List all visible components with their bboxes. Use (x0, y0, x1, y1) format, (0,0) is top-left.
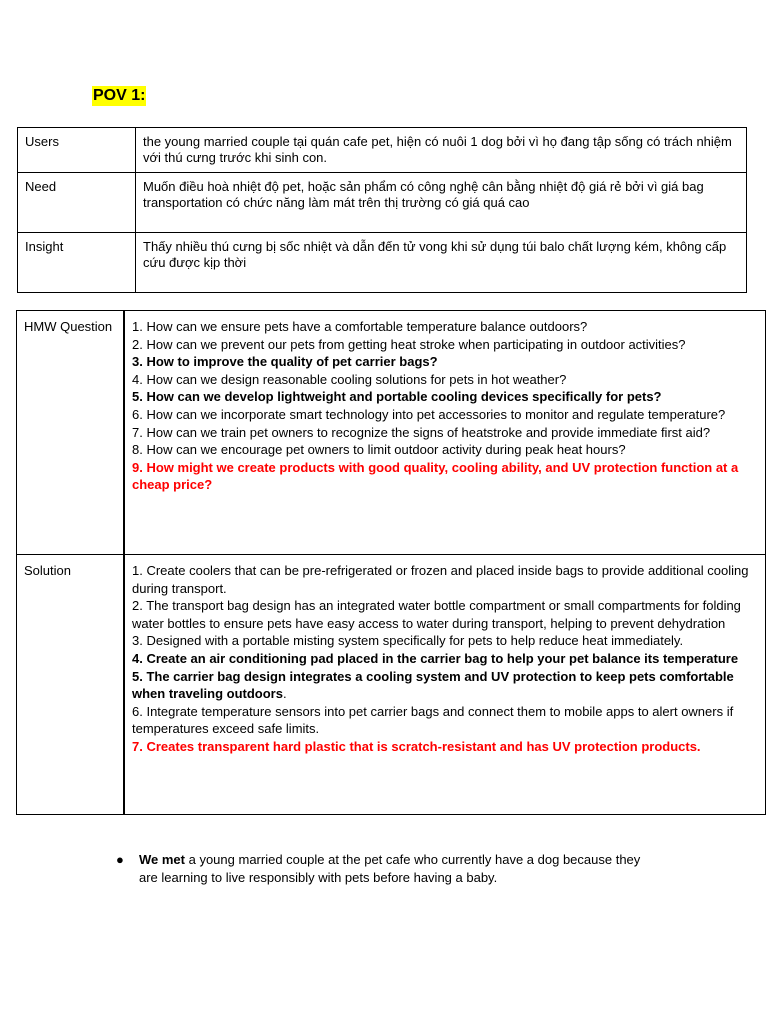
table-row-insight (18, 233, 747, 293)
hmw-item-1: 1. How can we ensure pets have a comfortable temperature balance outdoors? (132, 319, 588, 334)
hmw-solution-table (16, 310, 766, 815)
solution-item-2: 2. The transport bag design has an integrated water bottle compartment or small compartments for folding water bottles to ensure pets have easy access to water during transport, helping to prevent dehydration (132, 598, 741, 631)
hmw-label: HMW Question (17, 311, 125, 555)
bullet-body: a young married couple at the pet cafe who currently have a dog because they are learning to live responsibly with pets before having a baby. (139, 852, 641, 885)
pov-title: POV 1: (93, 87, 146, 104)
hmw-item-8: 8. How can we encourage pet owners to limit outdoor activity during peak heat hours? (132, 442, 626, 458)
table-row-need (18, 173, 747, 233)
hmw-item-9: 9. How might we create products with good quality, cooling ability, and UV protection function at a cheap price? (132, 459, 739, 493)
solution-label: Solution (17, 555, 125, 815)
pov-table (17, 127, 747, 293)
hmw-item-4: 4. How can we design reasonable cooling solutions for pets in hot weather? (132, 371, 567, 387)
solution-item-1: 1. Create coolers that can be pre-refrigerated or frozen and placed inside bags to provide additional cooling during transport. (132, 563, 749, 596)
solution-item-5 (132, 668, 758, 703)
users-label: Users (18, 128, 136, 173)
solution-list (124, 555, 766, 815)
solution-item-6: 6. Integrate temperature sensors into pet carrier bags and connect them to mobile apps to alert owners if temperatures exceed safe limits. (132, 703, 734, 737)
hmw-item-5: 5. How can we develop lightweight and portable cooling devices specifically for pets? (132, 389, 662, 405)
insight-text: Thấy nhiều thú cưng bị sốc nhiệt và dẫn đến tử vong khi sử dụng túi balo chất lượng kém, không cấp cứu được kịp thời (136, 233, 747, 293)
summary-bullet (116, 851, 656, 887)
hmw-item-7: 7. How can we train pet owners to recognize the signs of heatstroke and provide immediate first aid? (132, 424, 711, 440)
bullet-lead: We met (139, 852, 185, 867)
solution-item-5-period: . (282, 686, 287, 702)
solution-item-4: 4. Create an air conditioning pad placed in the carrier bag to help your pet balance its temperature (132, 650, 739, 666)
solution-item-7: 7. Creates transparent hard plastic that is scratch-resistant and has UV protection products. (132, 738, 701, 754)
table-row-users (18, 128, 747, 173)
need-text: Muốn điều hoà nhiệt độ pet, hoặc sản phẩm có công nghệ cân bằng nhiệt độ giá rẻ bởi vì giá bag transportation có chức năng làm mát trên thị trường có giá quá cao (136, 173, 747, 233)
users-text: the young married couple tại quán cafe pet, hiện có nuôi 1 dog bởi vì họ đang tập sống có trách nhiệm với thú cưng trước khi sinh con. (136, 128, 747, 173)
bullet-dot-icon: ● (116, 852, 124, 867)
insight-label: Insight (18, 233, 136, 293)
hmw-item-2: 2. How can we prevent our pets from getting heat stroke when participating in outdoor activities? (132, 336, 686, 352)
hmw-list (124, 311, 766, 555)
solution-item-3: 3. Designed with a portable misting system specifically for pets to help reduce heat immediately. (132, 633, 684, 649)
solution-item-5-bold: 5. The carrier bag design integrates a cooling system and UV protection to keep pets comfortable when traveling outdoors (132, 668, 734, 702)
hmw-item-3: 3. How to improve the quality of pet carrier bags? (132, 354, 438, 370)
hmw-item-6: 6. How can we incorporate smart technology into pet accessories to monitor and regulate temperature? (132, 406, 726, 422)
bullet-text (139, 851, 656, 887)
table-row-hmw (17, 311, 766, 555)
need-label: Need (18, 173, 136, 233)
table-row-solution (17, 555, 766, 815)
